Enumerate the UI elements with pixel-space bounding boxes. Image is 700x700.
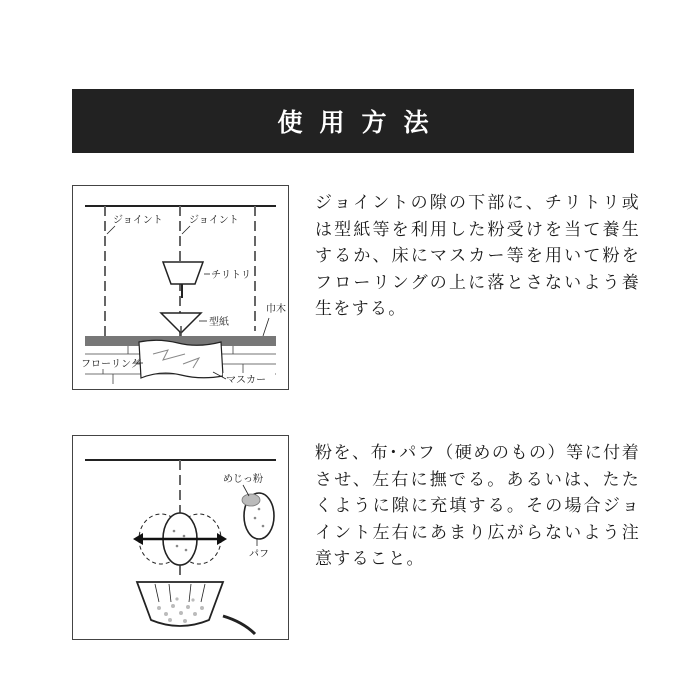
illustration-dustpan-setup: [72, 185, 289, 390]
label-flooring: フローリング: [81, 359, 141, 370]
label-joint-powder: めじっ粉: [223, 474, 263, 485]
step1-instructions: ジョイントの隙の下部に、チリトリ或は型紙等を利用した粉受けを当て養生するか、床にマスカー等を用いて粉をフローリングの上に落とさないよう養生をする。: [315, 193, 640, 319]
label-joint-left: ジョイント: [113, 215, 163, 226]
header-banner: [72, 89, 634, 153]
label-baseboard: 巾木: [266, 304, 286, 315]
step2-instructions: 粉を、布･パフ（硬めのもの）等に付着させ、左右に撫でる。あるいは、たたくように隙に充填する。その場合ジョイント左右にあまり広がらないよう注意すること。: [315, 443, 640, 569]
label-pattern-paper: 型紙: [209, 317, 229, 328]
illustration-puff-application: [72, 435, 289, 640]
label-dustpan: チリトリ: [211, 270, 251, 281]
page-title: 使用方法: [277, 108, 446, 137]
illustration-puff-svg: [73, 436, 288, 639]
illustration-dustpan-svg: [73, 186, 288, 389]
label-joint-right: ジョイント: [189, 215, 239, 226]
label-puff: パフ: [249, 549, 269, 560]
label-masker: マスカー: [226, 375, 266, 386]
